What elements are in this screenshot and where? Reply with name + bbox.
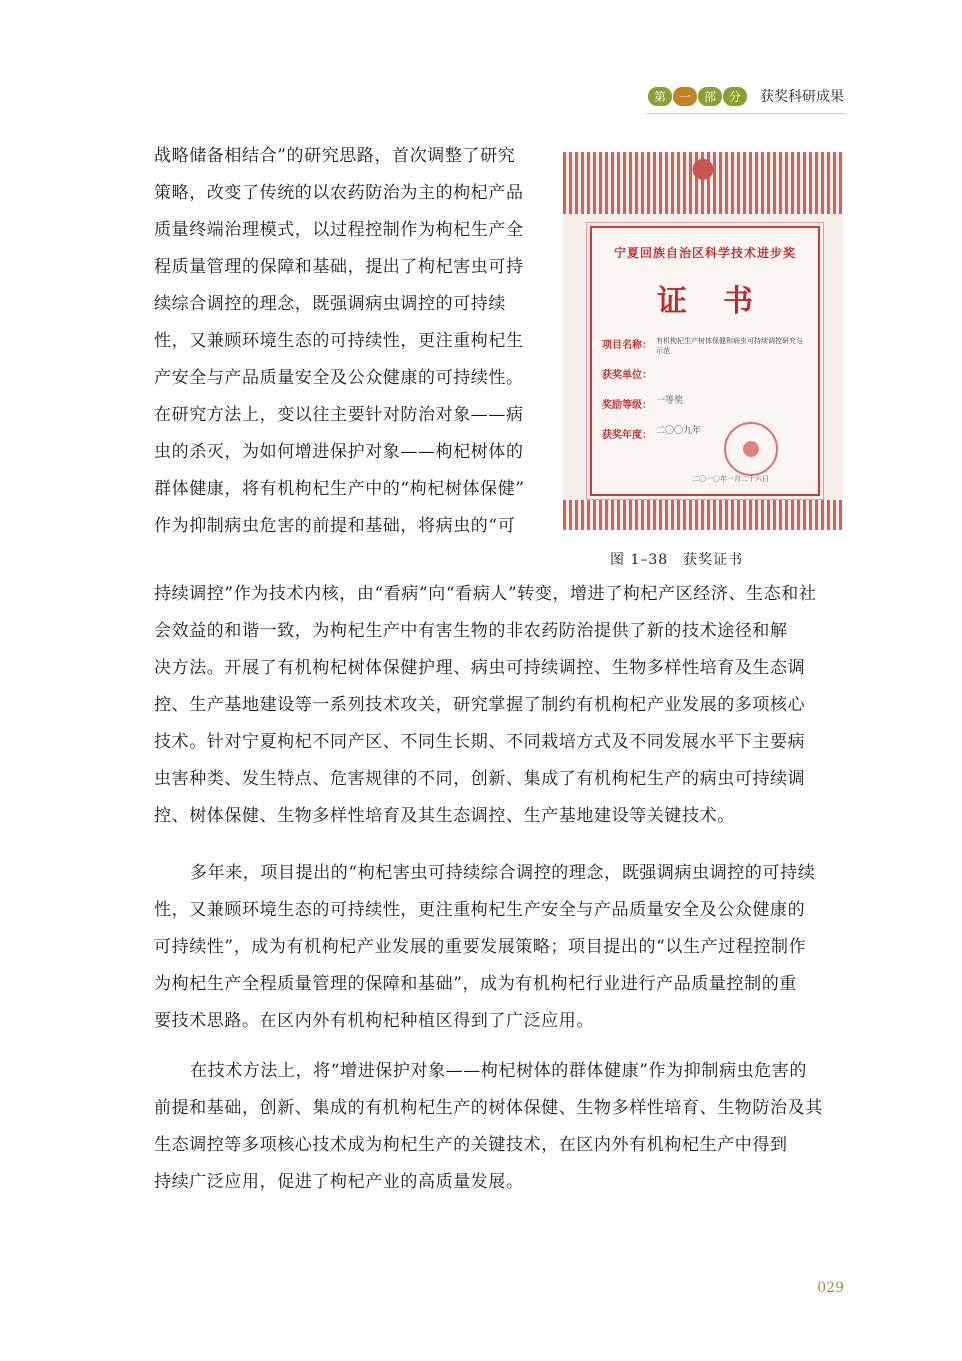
certificate-row-label: 获奖单位： xyxy=(602,370,652,381)
text-line: 虫的杀灭，为如何增进保护对象——枸杞树体的 xyxy=(154,442,524,462)
text-line: 质量终端治理模式，以过程控制作为枸杞生产全 xyxy=(154,220,524,240)
body-paragraph-3 xyxy=(154,1053,823,1201)
text-line: 技术。针对宁夏枸杞不同产区、不同生长期、不同栽培方式及不同发展水平下主要病 xyxy=(154,732,806,752)
certificate-row xyxy=(602,396,806,411)
certificate-bottom-border xyxy=(563,500,843,530)
text-line: 在研究方法上，变以往主要针对防治对象——病 xyxy=(154,405,524,425)
certificate-image xyxy=(563,152,843,530)
text-line: 性，又兼顾环境生态的可持续性，更注重枸杞生产安全与产品质量安全及公众健康的 xyxy=(154,900,806,920)
text-line: 会效益的和谐一致，为枸杞生产中有害生物的非农药防治提供了新的技术途径和解 xyxy=(154,621,788,641)
body-paragraph-2 xyxy=(154,855,815,1040)
text-line: 作为抑制病虫危害的前提和基础，将病虫的“可 xyxy=(154,516,516,536)
text-line: 持续广泛应用，促进了枸杞产业的高质量发展。 xyxy=(154,1172,524,1192)
running-header xyxy=(648,86,844,106)
certificate-top-border xyxy=(563,152,843,214)
certificate-row xyxy=(602,336,806,356)
text-line: 可持续性”，成为有机枸杞产业发展的重要发展策略；项目提出的“以生产过程控制作 xyxy=(154,937,807,957)
certificate-row-value: 一等奖 xyxy=(656,396,684,406)
part-badge-char-3: 部 xyxy=(698,87,722,106)
body-paragraph-1 xyxy=(154,576,816,835)
wrap-paragraph xyxy=(154,138,525,545)
text-line: 生态调控等多项核心技术成为枸杞生产的关键技术，在区内外有机枸杞生产中得到 xyxy=(154,1135,788,1155)
text-line: 群体健康，将有机枸杞生产中的“枸杞树体保健” xyxy=(154,479,525,499)
certificate-date: 二〇一〇年一月二十六日 xyxy=(692,475,769,483)
text-line: 虫害种类、发生特点、危害规律的不同，创新、集成了有机枸杞生产的病虫可持续调 xyxy=(154,769,806,789)
text-line: 在技术方法上，将“增进保护对象——枸杞树体的群体健康”作为抑制病虫危害的 xyxy=(190,1061,807,1081)
text-line: 决方法。开展了有机枸杞树体保健护理、病虫可持续调控、生物多样性培育及生态调 xyxy=(154,658,806,678)
text-line: 控、树体保健、生物多样性培育及其生态调控、生产基地建设等关键技术。 xyxy=(154,806,735,826)
part-badge-char-4: 分 xyxy=(723,87,747,106)
figure-caption: 图 1–38 获奖证书 xyxy=(610,552,744,568)
certificate-row xyxy=(602,366,806,381)
text-line: 战略储备相结合”的研究思路，首次调整了研究 xyxy=(154,146,516,166)
certificate-row-label: 获奖年度： xyxy=(602,430,652,441)
certificate-row-label: 项目名称： xyxy=(602,340,652,351)
part-badge-char-1: 第 xyxy=(648,87,672,106)
part-badge xyxy=(648,87,748,106)
text-line: 控、生产基地建设等一系列技术攻关，研究掌握了制约有机枸杞产业发展的多项核心 xyxy=(154,695,806,715)
text-line: 要技术思路。在区内外有机枸杞种植区得到了广泛应用。 xyxy=(154,1011,594,1031)
text-line: 为枸杞生产全程质量管理的保障和基础”，成为有机枸杞行业进行产品质量控制的重 xyxy=(154,974,797,994)
text-line: 性，又兼顾环境生态的可持续性，更注重枸杞生 xyxy=(154,331,524,351)
official-seal xyxy=(724,422,778,476)
page-number: 029 xyxy=(817,1280,844,1296)
certificate-row-label: 奖励等级： xyxy=(602,400,652,411)
text-line: 多年来，项目提出的“枸杞害虫可持续综合调控的理念，既强调病虫调控的可持续 xyxy=(190,863,816,883)
certificate-frame xyxy=(590,226,820,496)
certificate-row-value: 有机枸杞生产树体保健和病虫可持续调控研究与示范 xyxy=(656,337,803,355)
certificate-row-value: 二〇〇九年 xyxy=(656,426,702,436)
text-line: 策略，改变了传统的以农药防治为主的枸杞产品 xyxy=(154,183,524,203)
text-line: 程质量管理的保障和基础，提出了枸杞害虫可持 xyxy=(154,257,524,277)
header-divider xyxy=(646,113,846,114)
section-title: 获奖科研成果 xyxy=(760,89,844,105)
part-badge-char-2: 一 xyxy=(673,87,697,106)
certificate-heading: 证书 xyxy=(657,284,789,319)
text-line: 产安全与产品质量安全及公众健康的可持续性。 xyxy=(154,368,524,388)
text-line: 前提和基础，创新、集成的有机枸杞生产的树体保健、生物多样性培育、生物防治及其 xyxy=(154,1098,823,1118)
text-line: 持续调控”作为技术内核，由“看病”向“看病人”转变，增进了枸杞产区经济、生态和社 xyxy=(154,584,817,604)
certificate-title: 宁夏回族自治区科学技术进步奖 xyxy=(613,246,796,260)
text-line: 续综合调控的理念，既强调病虫调控的可持续 xyxy=(154,294,506,314)
certificate-row-value xyxy=(656,366,806,381)
